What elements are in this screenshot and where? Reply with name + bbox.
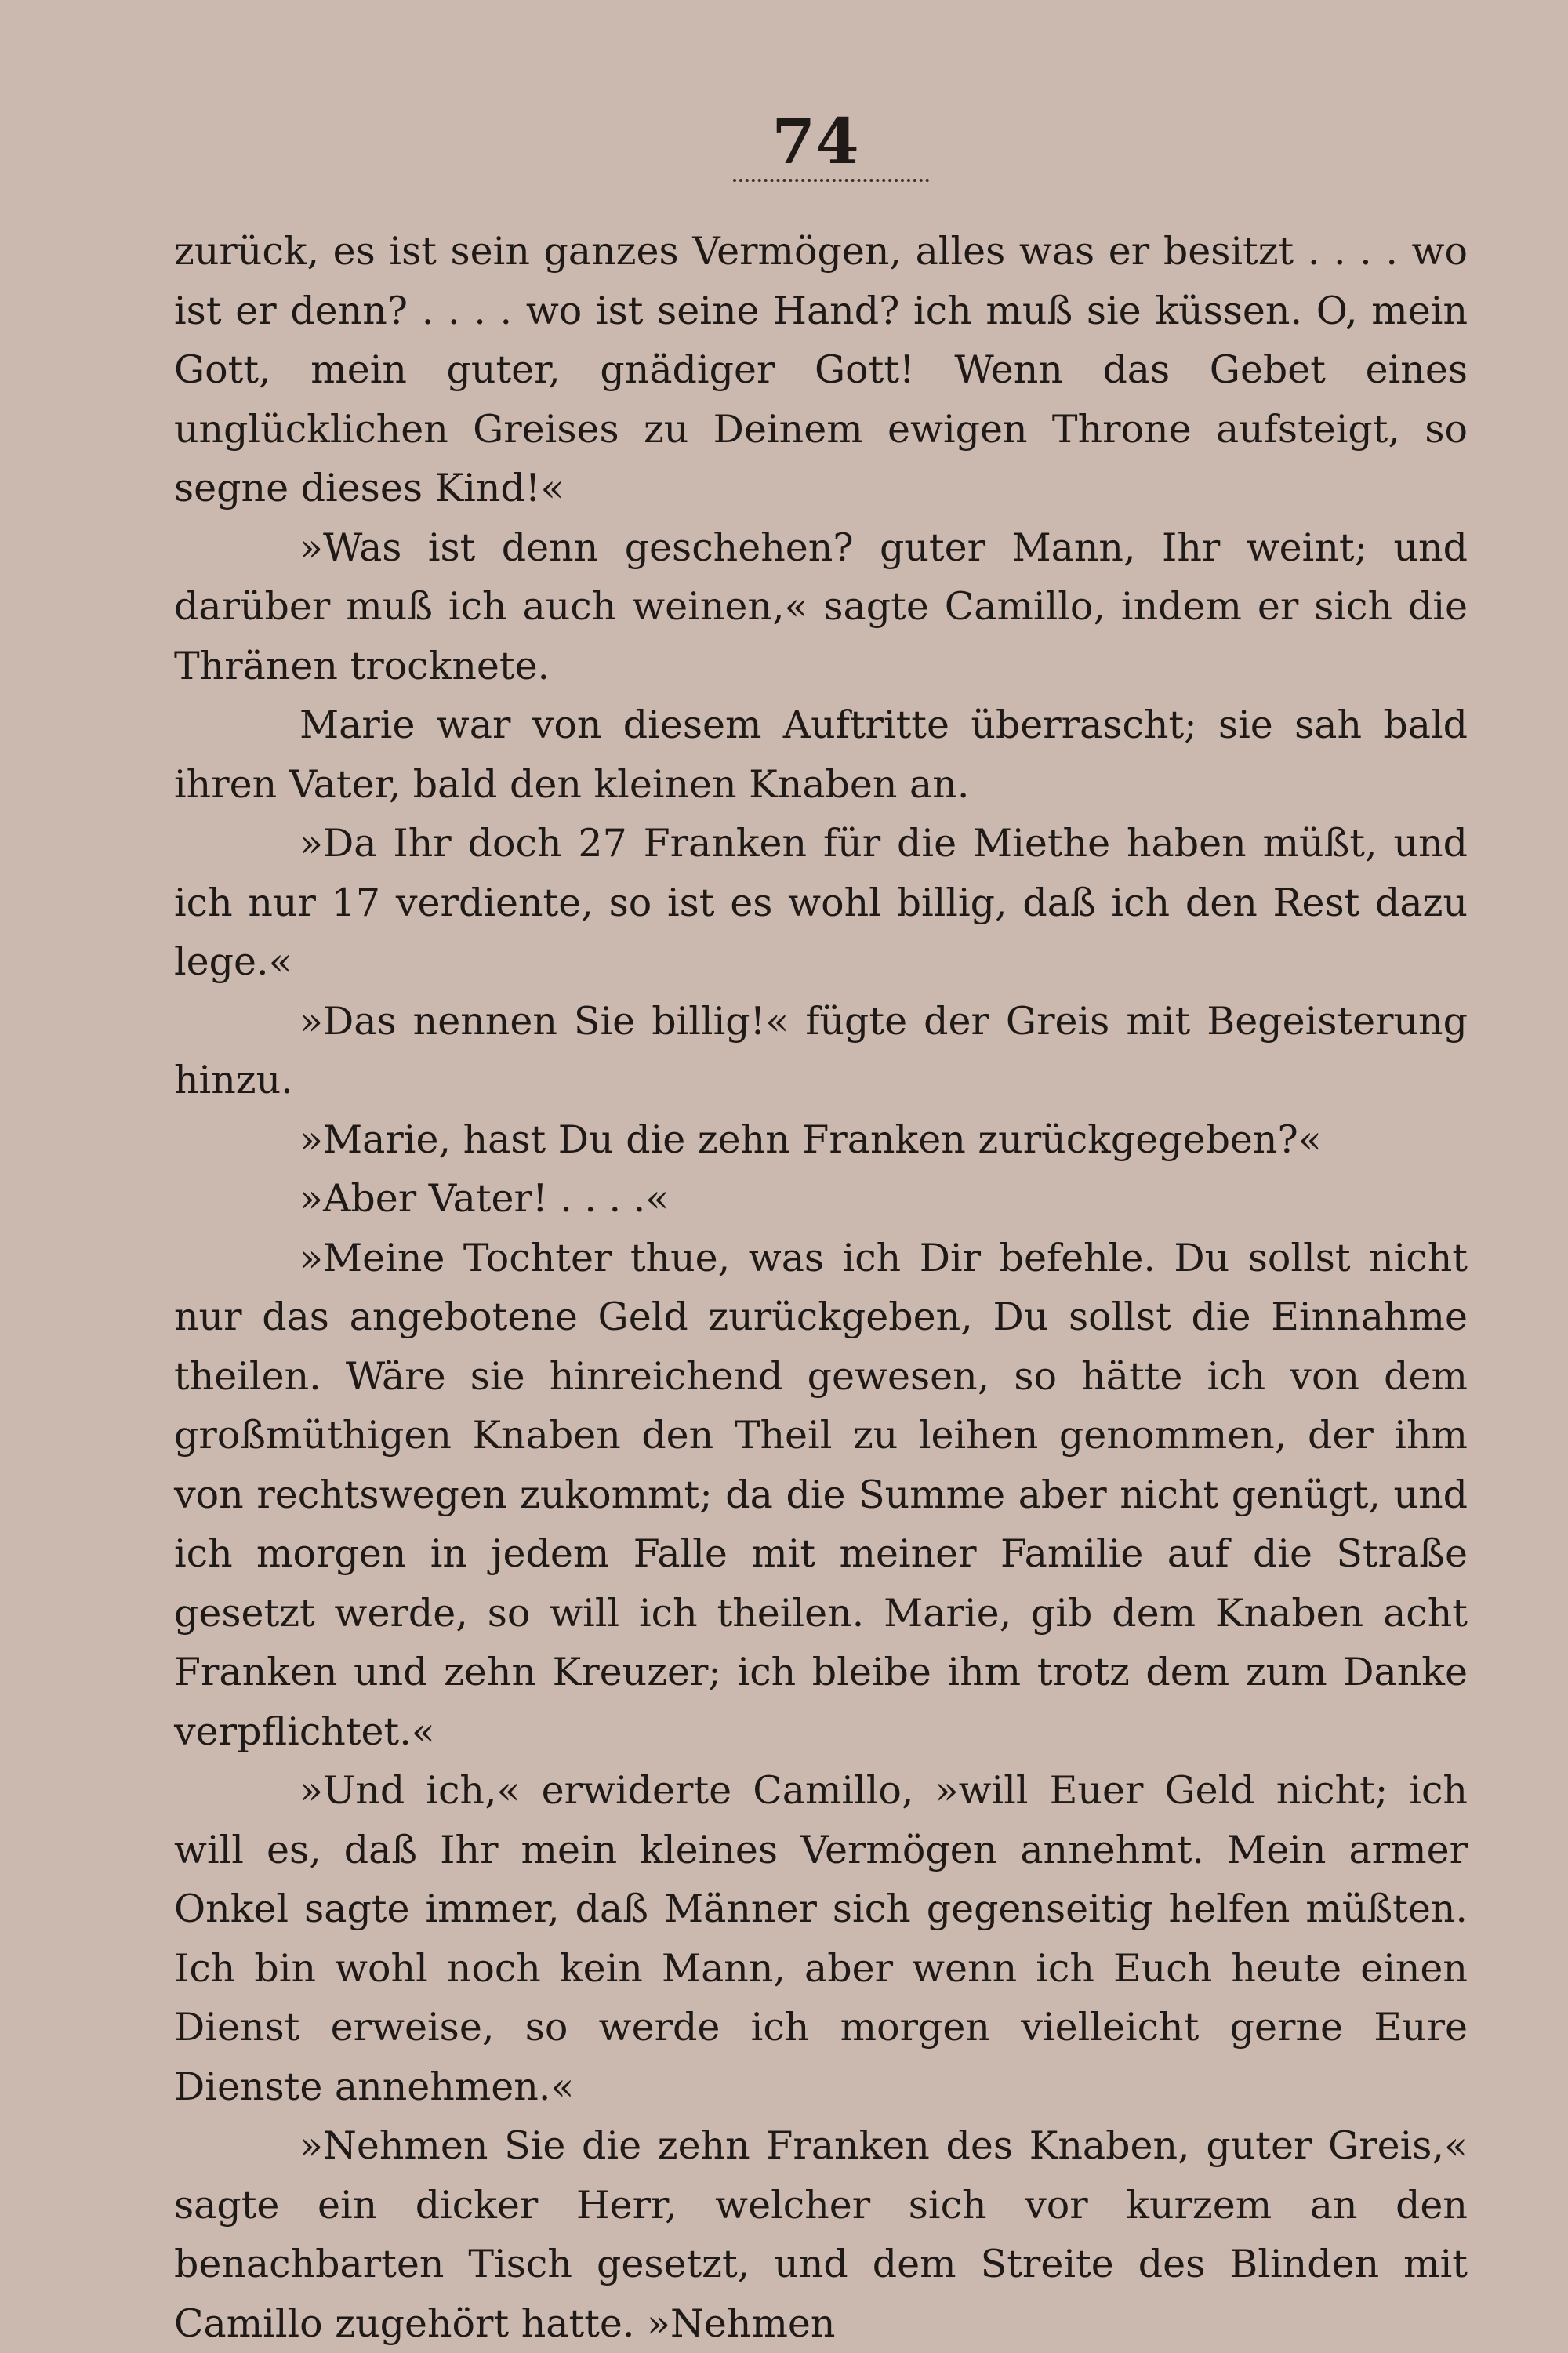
body-text — [174, 222, 1468, 2353]
paragraph: »Das nennen Sie billig!« fügte der Greis mit Begeisterung hinzu. — [174, 998, 1468, 1102]
paragraph: »Und ich,« erwiderte Camillo, »will Euer Geld nicht; ich will es, daß Ihr mein kleines Vermögen annehmt. Mein armer Onkel sagte immer, daß Männer sich gegenseitig helfen müßten. Ich bin wohl noch kein Mann, aber wenn ich Euch heute einen Dienst erweise, so werde ich morgen vielleicht gerne Eure Dienste annehmen.« — [174, 1768, 1468, 2109]
header-rule — [733, 179, 929, 182]
paragraph: zurück, es ist sein ganzes Vermögen, alles was er besitzt . . . . wo ist er denn? . . . . wo ist seine Hand? ich muß sie küssen. O, mein Gott, mein guter, gnädiger Gott! Wenn das Gebet eines unglücklichen Greises zu Deinem ewigen Throne aufsteigt, so segne dieses Kind!« — [174, 229, 1468, 510]
page-number: 74 — [771, 104, 859, 178]
paragraph: »Meine Tochter thue, was ich Dir befehle. Du sollst nicht nur das angebotene Geld zurückgeben, Du sollst die Einnahme theilen. Wäre sie hinreichend gewesen, so hätte ich von dem großmüthigen Knaben den Theil zu leihen genommen, der ihm von rechtswegen zukommt; da die Summe aber nicht genügt, und ich morgen in jedem Falle mit meiner Familie auf die Straße gesetzt werde, so will ich theilen. Marie, gib dem Knaben acht Franken und zehn Kreuzer; ich bleibe ihm trotz dem zum Danke verpflichtet.« — [174, 1235, 1468, 1754]
paragraph: »Marie, hast Du die zehn Franken zurückgegeben?« — [299, 1117, 1322, 1162]
paragraph: »Was ist denn geschehen? guter Mann, Ihr weint; und darüber muß ich auch weinen,« sagte Camillo, indem er sich die Thränen trocknete. — [174, 525, 1468, 688]
paragraph: »Aber Vater! . . . .« — [299, 1176, 670, 1221]
paragraph: Marie war von diesem Auftritte überrascht; sie sah bald ihren Vater, bald den kleinen Knaben an. — [174, 703, 1468, 807]
paragraph: »Nehmen Sie die zehn Franken des Knaben, guter Greis,« sagte ein dicker Herr, welcher sich vor kurzem an den benachbarten Tisch gesetzt, und dem Streite des Blinden mit Camillo zugehört hatte. »Nehmen — [174, 2123, 1468, 2346]
paragraph: »Da Ihr doch 27 Franken für die Miethe haben müßt, und ich nur 17 verdiente, so ist es wohl billig, daß ich den Rest dazu lege.« — [174, 821, 1468, 984]
